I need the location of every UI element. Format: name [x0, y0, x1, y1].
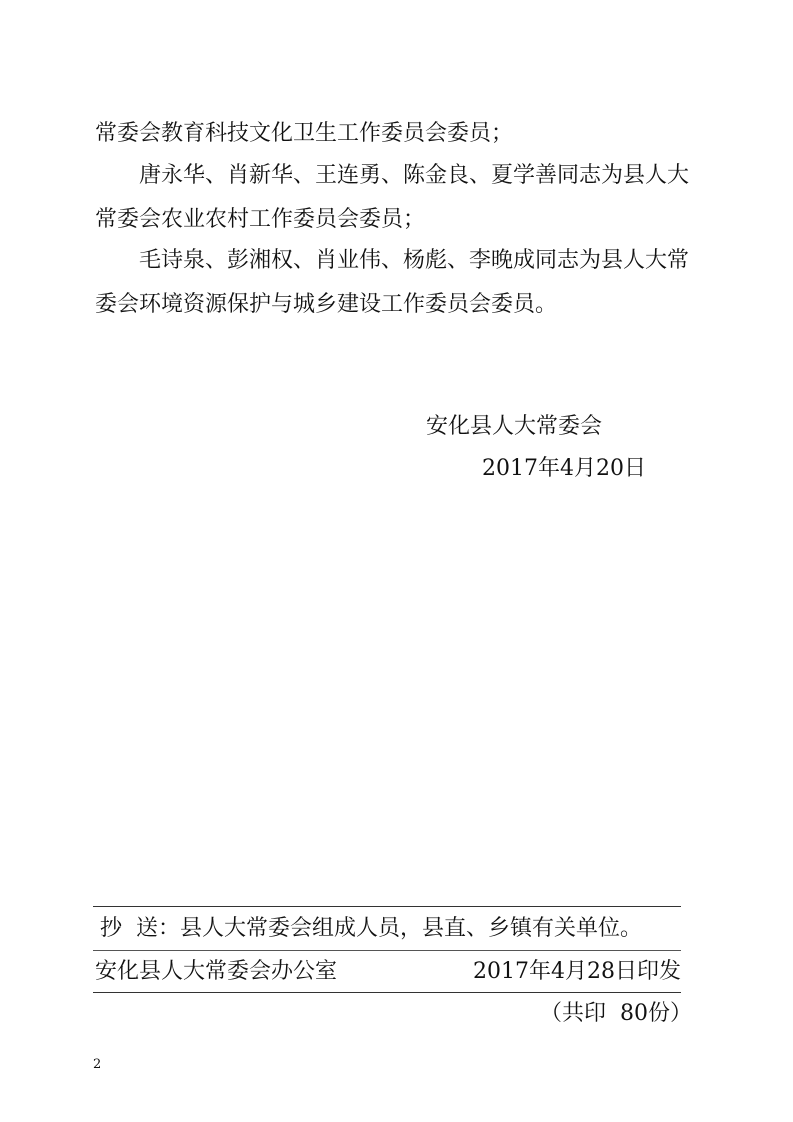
- issuer-signature: 安化县人大常委会: [426, 414, 603, 439]
- signature-date: 2017年4月20日: [482, 456, 646, 481]
- paragraph-3-line-2: 委会环境资源保护与城乡建设工作委员会委员。: [95, 292, 558, 317]
- cc-label: 抄 送：: [100, 916, 180, 941]
- issuing-office: 安化县人大常委会办公室: [95, 959, 338, 984]
- page-number: 2: [93, 1057, 102, 1072]
- issue-date: 2017年4月28日印发: [473, 959, 681, 984]
- footer-middle-rule: [93, 950, 681, 951]
- paragraph-2-line-1: 唐永华、肖新华、王连勇、陈金良、夏学善同志为县人大: [139, 163, 690, 188]
- cc-recipients: 县人大常委会组成人员，县直、乡镇有关单位。: [180, 916, 643, 941]
- paragraph-3-line-1: 毛诗泉、彭湘权、肖业伟、杨彪、李晚成同志为县人大常: [139, 248, 690, 273]
- footer-bottom-rule: [93, 992, 681, 993]
- paragraph-2-line-2: 常委会农业农村工作委员会委员；: [95, 207, 426, 232]
- footer-top-rule: [93, 906, 681, 907]
- paragraph-1-line-1: 常委会教育科技文化卫生工作委员会委员；: [95, 121, 514, 146]
- copies-count: （共印 80份）: [540, 1001, 692, 1026]
- cc-line: [100, 915, 642, 943]
